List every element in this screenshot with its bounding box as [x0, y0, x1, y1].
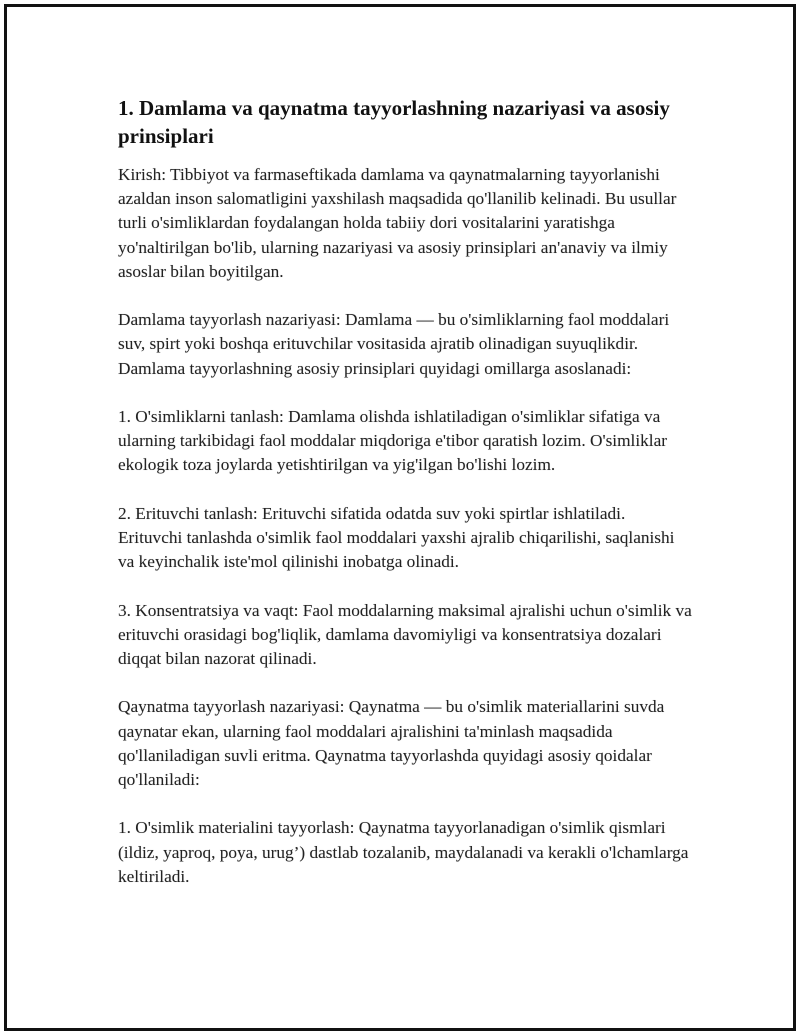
document-heading: 1. Damlama va qaynatma tayyorlashning nazariyasi va asosiy prinsiplari	[118, 96, 670, 148]
document-body	[118, 94, 693, 889]
paragraph-solvent-selection: 2. Erituvchi tanlash: Erituvchi sifatida odatda suv yoki spirtlar ishlatiladi. Erituvchi tanlashda o'simlik faol moddalari yaxshi ajralib chiqarilishi, saqlanishi va keyinchalik iste'mol qilinishi inobatga olinadi.	[118, 503, 675, 572]
paragraph-concentration-time: 3. Konsentratsiya va vaqt: Faol moddalarning maksimal ajralishi uchun o'simlik va erituvchi orasidagi bog'liqlik, damlama davomiyligi va konsentratsiya dozalari diqqat bilan nazorat qilinadi.	[118, 600, 692, 668]
paragraph-introduction: Kirish: Tibbiyot va farmaseftikada damlama va qaynatmalarning tayyorlanishi azaldan inson salomatligini yaxshilash maqsadida qo'llanilib kelinadi. Bu usullar turli o'simliklardan foydalangan holda tabiiy dori vositalarini yaratishga yo'naltirilgan bo'lib, ularning nazariyasi va asosiy prinsiplari an'anaviy va ilmiy asoslar bilan boyitilgan.	[118, 165, 677, 281]
paragraph-qaynatma-theory: Qaynatma tayyorlash nazariyasi: Qaynatma — bu o'simlik materiallarini suvda qaynatar ekan, ularning faol moddalari ajralishini ta'minlash maqsadida qo'llaniladigan suvli eritma. Qaynatma tayyorlashda quyidagi asosiy qoidalar qo'llaniladi:	[118, 697, 665, 789]
paragraph-material-preparation: 1. O'simlik materialini tayyorlash: Qaynatma tayyorlanadigan o'simlik qismlari (ildiz, yaproq, poya, urug’) dastlab tozalanib, maydalanadi va kerakli o'lchamlarga keltiriladi.	[118, 818, 689, 886]
paragraph-plant-selection: 1. O'simliklarni tanlash: Damlama olishda ishlatiladigan o'simliklar sifatiga va ularning tarkibidagi faol moddalar miqdoriga e'tibor qaratish lozim. O'simliklar ekologik toza joylarda yetishtirilgan va yig'ilgan bo'lishi lozim.	[118, 407, 668, 475]
paragraph-damlama-theory: Damlama tayyorlash nazariyasi: Damlama — bu o'simliklarning faol moddalari suv, spirt yoki boshqa erituvchilar vositasida ajratib olinadigan suyuqlikdir. Damlama tayyorlashning asosiy prinsiplari quyidagi omillarga asoslanadi:	[118, 310, 670, 378]
